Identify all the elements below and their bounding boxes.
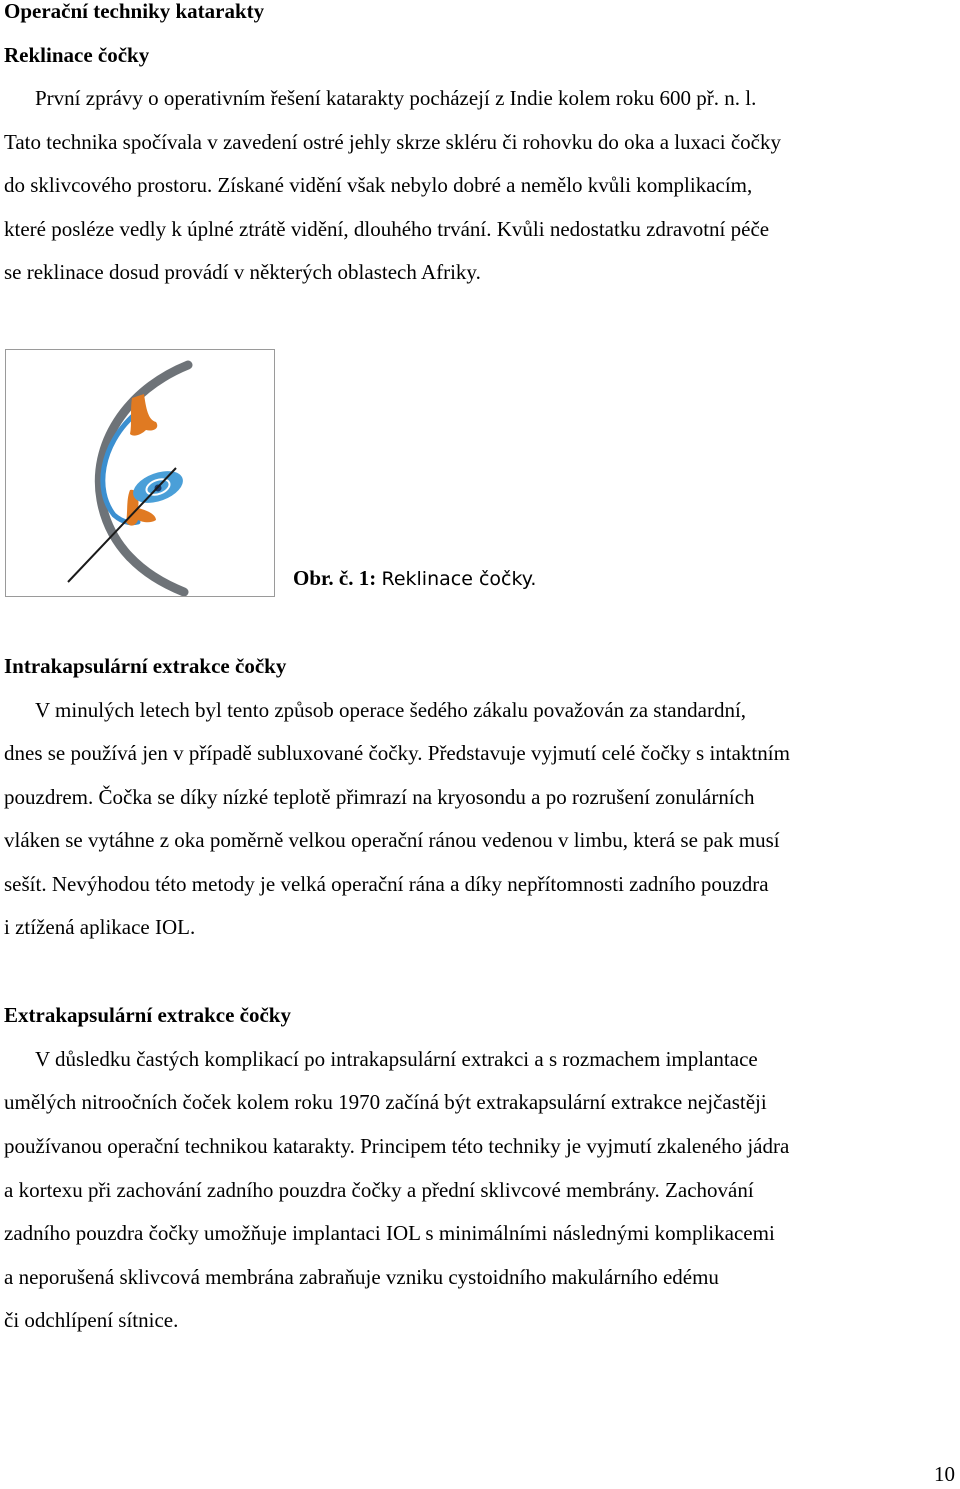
paragraph-line: V minulých letech byl tento způsob operace šedého zákalu považován za standardní, bbox=[35, 698, 747, 722]
paragraph-line: První zprávy o operativním řešení katarakty pocházejí z Indie kolem roku 600 př. n. l. bbox=[35, 86, 757, 110]
iris-top-shape bbox=[130, 394, 157, 436]
figure-caption bbox=[293, 563, 536, 594]
section-heading-reklinace: Reklinace čočky bbox=[4, 43, 150, 67]
paragraph-line: vláken se vytáhne z oka poměrně velkou operační ránou vedenou v limbu, která se pak musí bbox=[4, 828, 780, 852]
paragraph-line: a kortexu při zachování zadního pouzdra čočky a přední sklivcové membrány. Zachování bbox=[4, 1178, 754, 1202]
paragraph-line: umělých nitroočních čoček kolem roku 1970 začíná být extrakapsulární extrakce nejčastěji bbox=[4, 1090, 767, 1114]
paragraph-line: které posléze vedly k úplné ztrátě vidění, dlouhého trvání. Kvůli nedostatku zdravotní péče bbox=[4, 217, 770, 241]
paragraph-line: se reklinace dosud provádí v některých oblastech Afriky. bbox=[4, 260, 481, 284]
paragraph-line: používanou operační technikou katarakty. Principem této techniky je vyjmutí zkaleného jádra bbox=[4, 1134, 790, 1158]
figure-reklinace-illustration bbox=[5, 349, 275, 597]
paragraph-line: Tato technika spočívala v zavedení ostré jehly skrze skléru či rohovku do oka a luxaci čočky bbox=[4, 130, 781, 154]
section-heading-extrakapsularni: Extrakapsulární extrakce čočky bbox=[4, 1003, 291, 1027]
needle-shape bbox=[68, 468, 176, 582]
paragraph-line: či odchlípení sítnice. bbox=[4, 1308, 179, 1332]
paragraph-line: zadního pouzdra čočky umožňuje implantaci IOL s minimálními následnými komplikacemi bbox=[4, 1221, 775, 1245]
paragraph-line: a neporušená sklivcová membrána zabraňuje vzniku cystoidního makulárního edému bbox=[4, 1265, 719, 1289]
page-number: 10 bbox=[934, 1462, 955, 1486]
figure-caption-text: Reklinace čočky. bbox=[381, 568, 537, 590]
section-heading-intrakapsularni: Intrakapsulární extrakce čočky bbox=[4, 654, 287, 678]
document-title: Operační techniky katarakty bbox=[4, 0, 265, 23]
eye-diagram bbox=[6, 350, 274, 596]
paragraph-line: do sklivcového prostoru. Získané vidění však nebylo dobré a nemělo kvůli komplikacím, bbox=[4, 173, 753, 197]
paragraph-line: i ztížená aplikace IOL. bbox=[4, 915, 196, 939]
paragraph-line: V důsledku častých komplikací po intrakapsulární extrakci a s rozmachem implantace bbox=[35, 1047, 758, 1071]
paragraph-line: dnes se používá jen v případě subluxované čočky. Představuje vyjmutí celé čočky s intaktním bbox=[4, 741, 790, 765]
paragraph-line: pouzdrem. Čočka se díky nízké teplotě přimrazí na kryosondu a po rozrušení zonulárních bbox=[4, 785, 755, 809]
figure-caption-label: Obr. č. 1: bbox=[293, 566, 377, 590]
paragraph-line: sešít. Nevýhodou této metody je velká operační rána a díky nepřítomnosti zadního pouzdra bbox=[4, 872, 769, 896]
